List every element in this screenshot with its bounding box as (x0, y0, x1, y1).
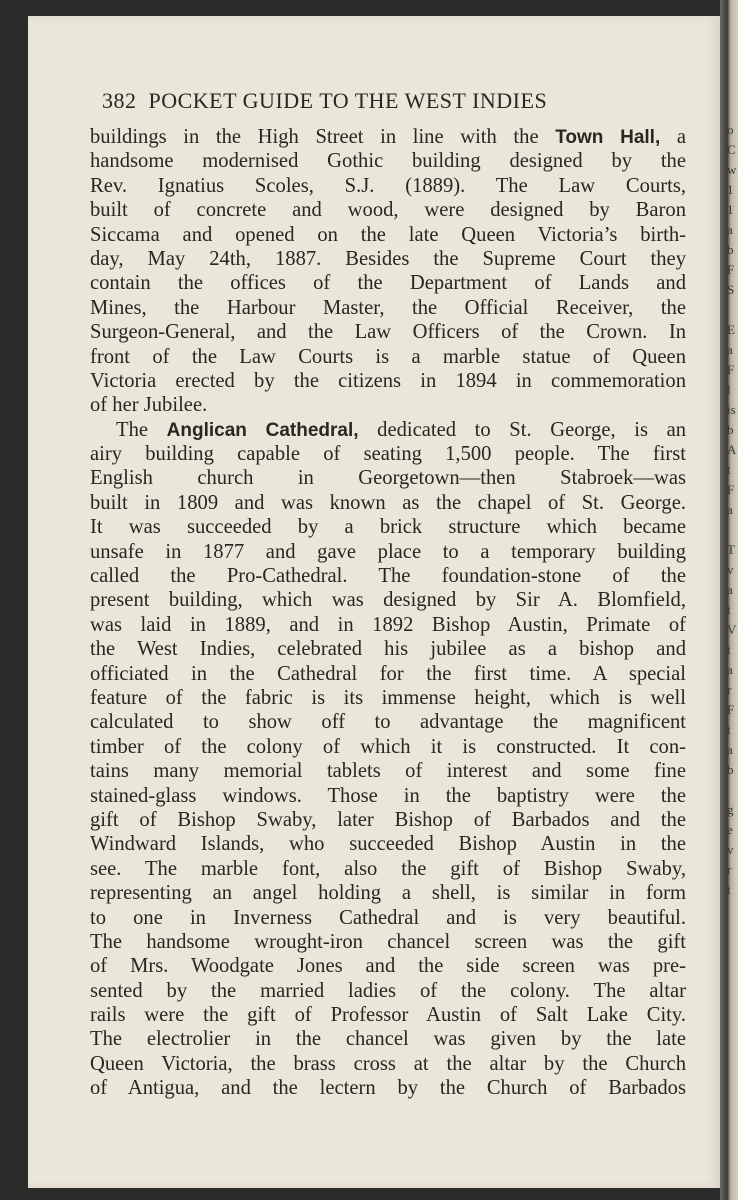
text-line: Mines, the Harbour Master, the Official Receiver, the (90, 296, 686, 319)
text-line: Queen Victoria, the brass cross at the altar by the Church (90, 1052, 686, 1075)
text-line: sented by the married ladies of the colony. The altar (90, 979, 686, 1002)
text-line: The electrolier in the chancel was given by the late (90, 1028, 686, 1051)
bold-term: Anglican Cathedral, (166, 419, 359, 441)
bold-term: Town Hall, (555, 127, 661, 148)
text-line: Rev. Ignatius Scoles, S.J. (1889). The Law Courts, (90, 174, 686, 197)
text-line: stained-glass windows. Those in the baptistry were the (90, 784, 686, 807)
text-line: unsafe in 1877 and gave place to a temporary building (90, 540, 686, 563)
text-line: to one in Inverness Cathedral and is very beautiful. (90, 906, 686, 929)
text-line: calculated to show off to advantage the magnificent (90, 711, 686, 734)
text-line: see. The marble font, also the gift of Bishop Swaby, (90, 857, 686, 880)
text-line: day, May 24th, 1887. Besides the Supreme Court they (90, 247, 686, 270)
text-line: was laid in 1889, and in 1892 Bishop Austin, Primate of (90, 613, 686, 636)
text-segment: The (116, 418, 167, 441)
text-line: called the Pro-Cathedral. The foundation-stone of the (90, 565, 686, 588)
text-line: of Antigua, and the lectern by the Church of Barbados (90, 1077, 686, 1100)
text-line: of Mrs. Woodgate Jones and the side screen was pre- (90, 955, 686, 978)
running-title: POCKET GUIDE TO THE WEST INDIES (148, 88, 548, 113)
text-line: timber of the colony of which it is constructed. It con- (90, 735, 686, 758)
text-line: built of concrete and wood, were designed by Baron (90, 199, 686, 222)
text-line (90, 125, 686, 149)
text-line: English church in Georgetown—then Stabroek—was (90, 467, 686, 490)
text-line: the West Indies, celebrated his jubilee as a bishop and (90, 638, 686, 661)
text-segment: buildings in the High Street in line with the (90, 126, 556, 148)
text-line: rails were the gift of Professor Austin of Salt Lake City. (90, 1004, 686, 1027)
text-line: built in 1809 and was known as the chapel of St. George. (90, 491, 686, 514)
text-line: gift of Bishop Swaby, later Bishop of Barbados and the (90, 808, 686, 831)
text-segment: a (660, 126, 686, 148)
text-line: Surgeon-General, and the Law Officers of the Crown. In (90, 321, 686, 344)
page-body-text (90, 125, 686, 1101)
text-line: present building, which was designed by Sir A. Blomfield, (90, 589, 686, 612)
text-line: The handsome wrought-iron chancel screen was the gift (90, 930, 686, 953)
text-line (90, 418, 686, 442)
text-segment: dedicated to St. George, is an (358, 418, 687, 441)
facing-page-fragments: o C w 1 1 a b F S E a F l is b A t F a T v a t V t a r F t a b g e v r t (727, 122, 737, 897)
text-line: officiated in the Cathedral for the first time. A special (90, 662, 686, 685)
text-line: feature of the fabric is its immense height, which is well (90, 686, 686, 709)
text-line: front of the Law Courts is a marble statue of Queen (90, 345, 686, 368)
text-line: airy building capable of seating 1,500 people. The first (90, 443, 686, 466)
text-line: contain the offices of the Department of Lands and (90, 272, 686, 295)
text-line: tains many memorial tablets of interest and some fine (90, 760, 686, 783)
text-line: Victoria erected by the citizens in 1894 in commemoration (90, 369, 686, 392)
text-line: It was succeeded by a brick structure which became (90, 516, 686, 539)
text-line: Windward Islands, who succeeded Bishop Austin in the (90, 833, 686, 856)
text-line: of her Jubilee. (90, 394, 208, 417)
text-line: Siccama and opened on the late Queen Victoria’s birth- (90, 223, 686, 246)
page-header (102, 88, 547, 114)
text-line: handsome modernised Gothic building designed by the (90, 150, 686, 173)
page-number: 382 (102, 88, 137, 113)
text-line: representing an angel holding a shell, is similar in form (90, 882, 686, 905)
